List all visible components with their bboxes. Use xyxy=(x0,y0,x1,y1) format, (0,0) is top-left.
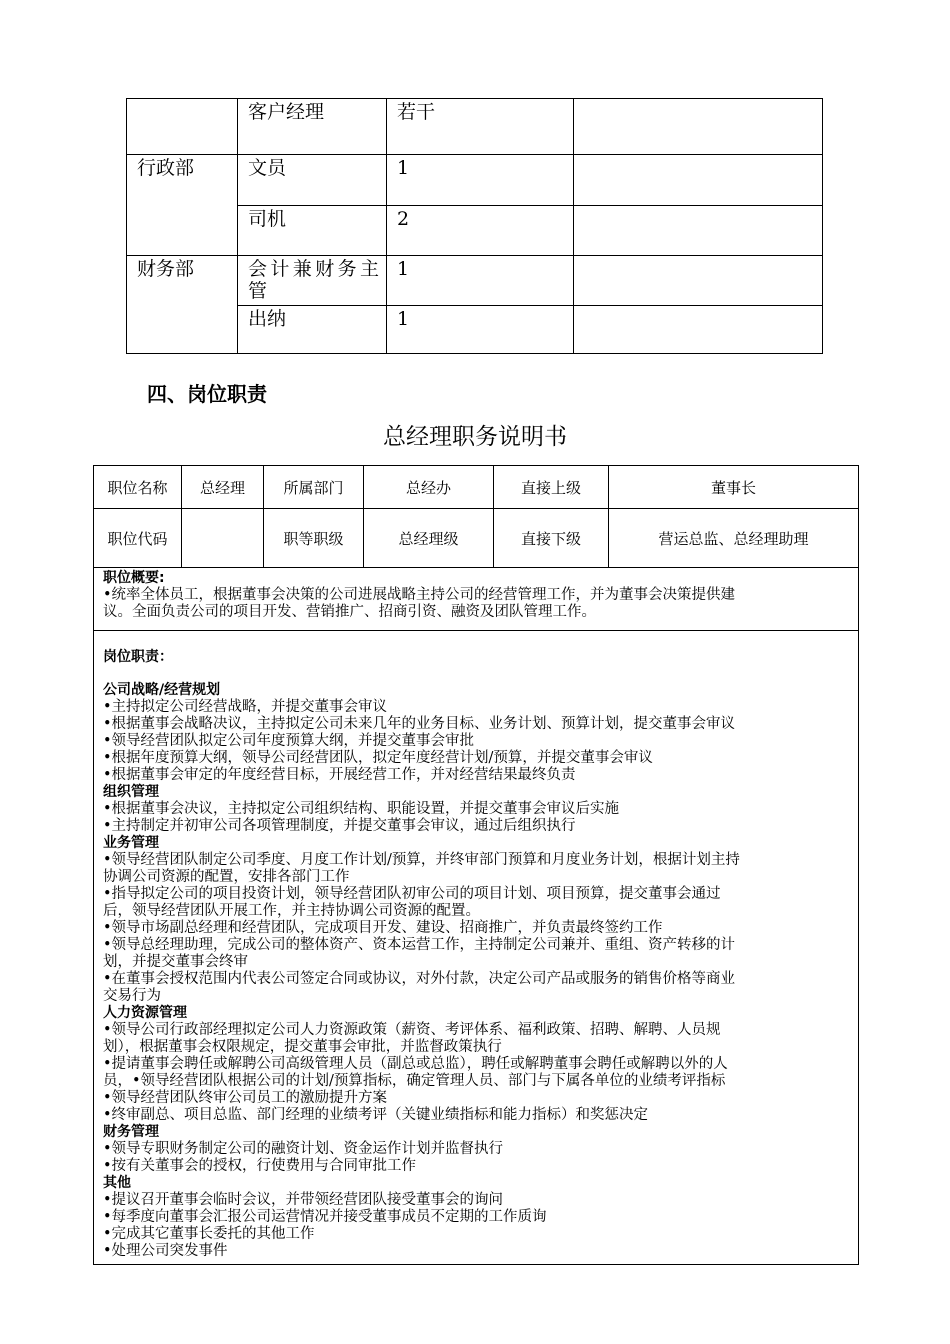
value-position-name: 总经理 xyxy=(182,466,264,509)
duty-section-title: 财务管理 xyxy=(103,1124,159,1140)
duty-line: •领导经营团队终审公司员工的激励提升方案 xyxy=(103,1090,388,1106)
note-cell xyxy=(574,256,823,306)
dept-cell: 行政部 xyxy=(127,155,238,256)
duty-section-title: 其他 xyxy=(103,1175,131,1191)
dept-cell xyxy=(127,99,238,155)
role-cell: 司机 xyxy=(238,206,387,256)
duty-line: •领导市场副总经理和经营团队，完成项目开发、建设、招商推广，并负责最终签约工作 xyxy=(103,920,663,936)
value-superior: 董事长 xyxy=(609,466,859,509)
duty-line: •领导专职财务制定公司的融资计划、资金运作计划并监督执行 xyxy=(103,1141,504,1157)
label-superior: 直接上级 xyxy=(494,466,609,509)
duty-line: 协调公司资源的配置，安排各部门工作 xyxy=(103,869,350,885)
label-grade: 职等职级 xyxy=(264,509,364,568)
duty-line: •根据董事会审定的年度经营目标，开展经营工作，并对经营结果最终负责 xyxy=(103,767,576,783)
duty-line: •每季度向董事会汇报公司运营情况并接受董事成员不定期的工作质询 xyxy=(103,1209,547,1225)
duty-line: •提议召开董事会临时会议，并带领经营团队接受董事会的询问 xyxy=(103,1192,504,1208)
staffing-table xyxy=(126,98,823,354)
label-subordinate: 直接下级 xyxy=(494,509,609,568)
overview-title: 职位概要: xyxy=(103,570,165,586)
label-department: 所属部门 xyxy=(264,466,364,509)
count-cell: 1 xyxy=(387,256,574,306)
duty-sections xyxy=(103,682,850,1260)
duty-line: 交易行为 xyxy=(103,988,161,1004)
value-subordinate: 营运总监、总经理助理 xyxy=(609,509,859,568)
role-cell: 客户经理 xyxy=(238,99,387,155)
duty-section-title: 公司战略/经营规划 xyxy=(103,682,221,698)
count-cell: 1 xyxy=(387,306,574,354)
duty-line: 后，领导经营团队开展工作，并主持协调公司资源的配置。 xyxy=(103,903,480,919)
duty-line: •处理公司突发事件 xyxy=(103,1243,228,1259)
note-cell xyxy=(574,99,823,155)
dept-cell: 财务部 xyxy=(127,256,238,354)
duties-cell xyxy=(94,631,859,1265)
duty-line: •根据董事会战略决议，主持拟定公司未来几年的业务目标、业务计划、预算计划，提交董事会审议 xyxy=(103,716,736,732)
duty-line: •在董事会授权范围内代表公司签定合同或协议，对外付款，决定公司产品或服务的销售价格等商业 xyxy=(103,971,736,987)
note-cell xyxy=(574,306,823,354)
section-heading: 四、岗位职责 xyxy=(147,382,267,406)
duty-line: •领导经营团队制定公司季度、月度工作计划/预算，并终审部门预算和月度业务计划，根据计划主持 xyxy=(103,852,740,868)
overview-line: 议。全面负责公司的项目开发、营销推广、招商引资、融资及团队管理工作。 xyxy=(103,604,596,620)
duty-line: 划，并提交董事会终审 xyxy=(103,954,248,970)
role-cell: 出纳 xyxy=(238,306,387,354)
duty-section-title: 业务管理 xyxy=(103,835,159,851)
duty-section-title: 组织管理 xyxy=(103,784,159,800)
duty-line: 员，•领导经营团队根据公司的计划/预算指标，确定管理人员、部门与下属各单位的业绩考评指标 xyxy=(103,1073,726,1089)
duty-line: •提请董事会聘任或解聘公司高级管理人员（副总或总监），聘任或解聘董事会聘任或解聘以外的人 xyxy=(103,1056,728,1072)
duty-line: •按有关董事会的授权，行使费用与合同审批工作 xyxy=(103,1158,417,1174)
duty-line: •主持拟定公司经营战略，并提交董事会审议 xyxy=(103,699,388,715)
note-cell xyxy=(574,206,823,256)
count-cell: 2 xyxy=(387,206,574,256)
count-cell: 1 xyxy=(387,155,574,206)
duty-line: •主持制定并初审公司各项管理制度，并提交董事会审议，通过后组织执行 xyxy=(103,818,576,834)
duty-line: •指导拟定公司的项目投资计划，领导经营团队初审公司的项目计划、项目预算，提交董事会通过 xyxy=(103,886,721,902)
duty-line: •完成其它董事长委托的其他工作 xyxy=(103,1226,315,1242)
label-position-name: 职位名称 xyxy=(94,466,182,509)
duties-title: 岗位职责： xyxy=(103,649,173,665)
note-cell xyxy=(574,155,823,206)
job-description-table xyxy=(93,465,859,1265)
role-cell: 文员 xyxy=(238,155,387,206)
duty-line: •根据董事会决议，主持拟定公司组织结构、职能设置，并提交董事会审议后实施 xyxy=(103,801,620,817)
label-position-code: 职位代码 xyxy=(94,509,182,568)
value-position-code xyxy=(182,509,264,568)
value-grade: 总经理级 xyxy=(364,509,494,568)
duty-line: 划），根据董事会权限规定，提交董事会审批，并监督政策执行 xyxy=(103,1039,502,1055)
value-department: 总经办 xyxy=(364,466,494,509)
document-title: 总经理职务说明书 xyxy=(383,424,567,450)
overview-cell xyxy=(94,568,859,631)
duty-line: •领导总经理助理，完成公司的整体资产、资本运营工作，主持制定公司兼并、重组、资产转移的计 xyxy=(103,937,736,953)
role-text: 会计兼财务主管 xyxy=(248,258,380,302)
overview-line: •统率全体员工，根据董事会决策的公司进展战略主持公司的经营管理工作，并为董事会决策提供建 xyxy=(103,587,736,603)
role-cell xyxy=(238,256,387,306)
duty-line: •终审副总、项目总监、部门经理的业绩考评（关键业绩指标和能力指标）和奖惩决定 xyxy=(103,1107,649,1123)
duty-line: •领导经营团队拟定公司年度预算大纲，并提交董事会审批 xyxy=(103,733,475,749)
duty-line: •领导公司行政部经理拟定公司人力资源政策（薪资、考评体系、福利政策、招聘、解聘、人员规 xyxy=(103,1022,721,1038)
duty-section-title: 人力资源管理 xyxy=(103,1005,187,1021)
duty-line: •根据年度预算大纲，领导公司经营团队，拟定年度经营计划/预算，并提交董事会审议 xyxy=(103,750,653,766)
count-cell: 若干 xyxy=(387,99,574,155)
